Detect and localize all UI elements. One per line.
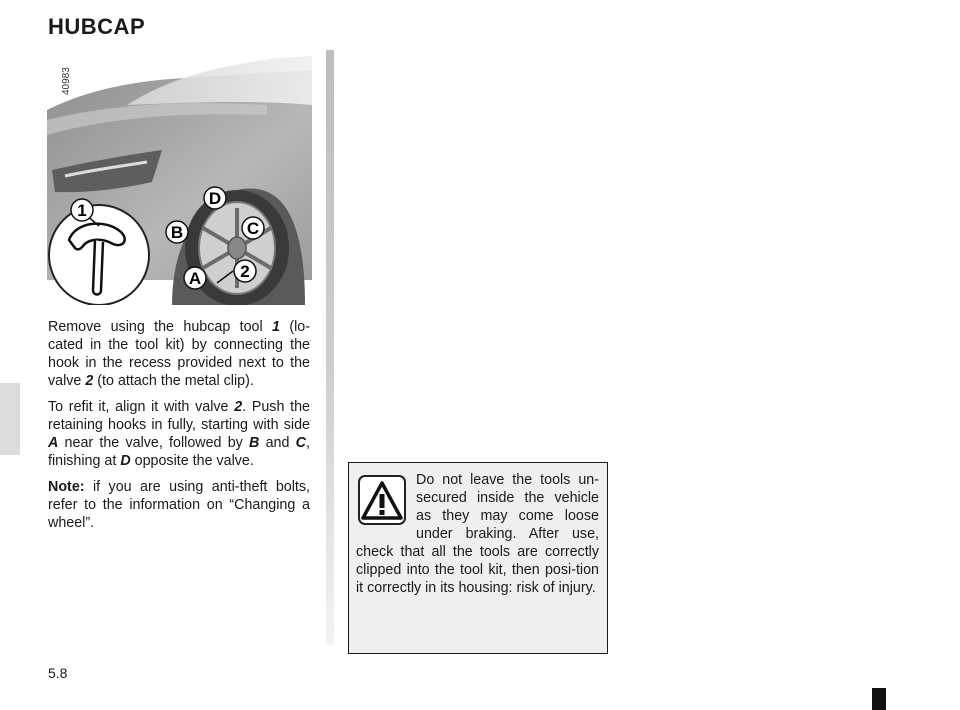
ref-side-b: B bbox=[249, 435, 260, 451]
svg-text:C: C bbox=[246, 219, 260, 238]
callout-d bbox=[204, 187, 226, 209]
figure-code: 40983 bbox=[61, 67, 72, 95]
ref-valve-2: 2 bbox=[234, 399, 243, 415]
removal-paragraph: Remove using the hubcap tool 1 (lo-cated in the tool kit) by connecting the hook in the recess provided next to the valve 2 (to attach the metal clip). bbox=[48, 319, 311, 389]
svg-text:B: B bbox=[170, 223, 184, 242]
hubcap-illustration bbox=[47, 50, 312, 305]
svg-text:2: 2 bbox=[240, 262, 250, 281]
callout-2 bbox=[234, 260, 256, 282]
hubcap-illustration-svg bbox=[47, 50, 312, 305]
callout-1 bbox=[71, 199, 93, 221]
chapter-tab bbox=[0, 383, 20, 455]
warning-text: Do not leave the tools un-secured inside the vehicle as they may come loose under braking. After use, check that all the tools are correctly clipped into the tool kit, then posi-tion it correctly in its housing: risk of injury. bbox=[356, 472, 599, 596]
callout-a bbox=[184, 267, 206, 289]
svg-text:A: A bbox=[188, 269, 202, 288]
page-title: HUBCAP bbox=[48, 14, 146, 39]
wheel-hub bbox=[228, 237, 246, 259]
ref-tool-1: 1 bbox=[272, 319, 280, 335]
warning-box bbox=[348, 462, 608, 654]
warning-triangle-icon bbox=[358, 475, 406, 525]
ref-side-a: A bbox=[48, 435, 59, 451]
ref-valve-2: 2 bbox=[85, 373, 94, 389]
page-number: 5.8 bbox=[48, 665, 68, 681]
callout-c bbox=[242, 217, 264, 239]
refit-paragraph: To refit it, align it with valve 2. Push the retaining hooks in fully, starting with side A near the valve, followed by B and C, finishing at D opposite the valve. bbox=[48, 399, 310, 469]
callout-b bbox=[166, 221, 188, 243]
column-divider bbox=[326, 50, 334, 645]
note-label: Note: bbox=[48, 479, 85, 495]
instructions-text bbox=[48, 318, 310, 540]
svg-text:D: D bbox=[208, 189, 222, 208]
page-corner-mark bbox=[872, 688, 886, 710]
ref-side-c: C bbox=[295, 435, 306, 451]
note-paragraph: Note: if you are using anti-theft bolts, refer to the information on “Changing a wheel”. bbox=[48, 479, 310, 531]
ref-side-d: D bbox=[120, 453, 131, 469]
svg-text:1: 1 bbox=[77, 201, 87, 220]
